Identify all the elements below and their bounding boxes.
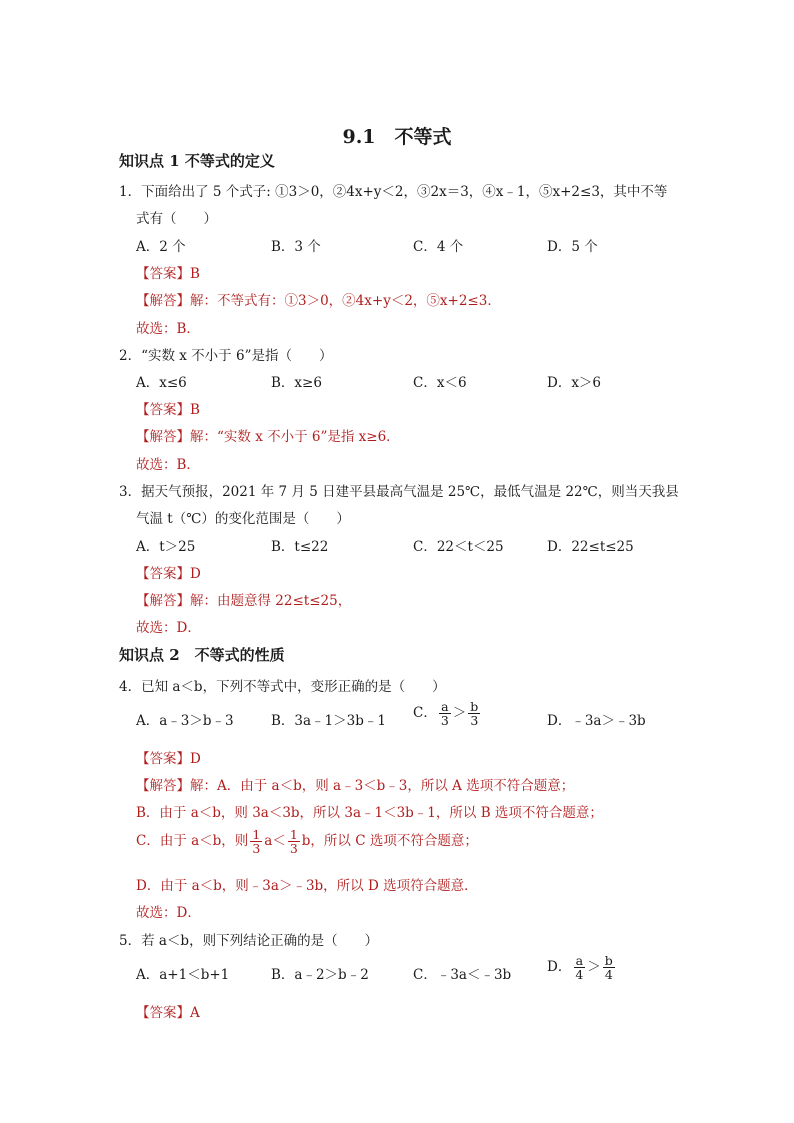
fraction-b-over-4: $\frac{b}{4}$ [604,953,613,983]
fraction-a-over-4: $\frac{a}{4}$ [575,953,584,983]
q4-answer [136,747,201,767]
q3-option-c: C．22＜t＜25 [413,539,504,555]
explain-text: 解：由题意得 22≤t≤25， [190,593,352,609]
answer-tag: 【答案】 [136,402,190,418]
q5-option-c: C．﹣3a＜﹣3b [413,967,512,983]
q1-option-d: D．5 个 [547,239,598,255]
q4-stem: 4．已知 a＜b，下列不等式中，变形正确的是（ ） [119,679,446,695]
q5-option-d [547,954,617,981]
q1-option-c: C．4 个 [413,239,464,255]
answer-tag: 【答案】 [136,1005,190,1021]
q2-explanation [136,425,400,445]
answer-value: D [190,751,201,767]
q5-stem: 5．若 a＜b，则下列结论正确的是（ ） [119,933,379,949]
q2-option-b: B．x≥6 [271,375,322,391]
answer-tag: 【答案】 [136,266,190,282]
q2-option-a: A．x≤6 [136,375,187,391]
answer-value: D [190,566,201,582]
answer-value: B [190,266,200,282]
q1-stem-line2: 式有（ ） [136,211,217,227]
fraction-a-over-3: $\frac{a}{3}$ [440,699,449,729]
q5-answer [136,1001,200,1021]
q5-option-a: A．a+1＜b+1 [136,967,230,983]
section-heading-2: 知识点 2 不等式的性质 [119,646,285,664]
q2-stem: 2．“实数 x 不小于 6”是指（ ） [119,348,333,364]
q3-conclusion: 故选：D． [136,620,201,636]
q1-stem-line1: 1．下面给出了 5 个式子: ①3＞0，②4x+y＜2，③2x＝3，④x﹣1，⑤x+2≤3，其中不等 [119,184,668,200]
q1-conclusion: 故选：B． [136,321,200,337]
fraction-1-over-3: $\frac{1}{3}$ [289,827,298,857]
q1-explanation [136,289,501,309]
explain-text: 解：“实数 x 不小于 6”是指 x≥6． [190,429,400,445]
q2-conclusion: 故选：B． [136,457,200,473]
answer-value: A [190,1005,200,1021]
q3-answer [136,562,201,582]
explain-text: 解：A．由于 a＜b，则 a﹣3＜b﹣3，所以 A 选项不符合题意； [190,778,575,794]
q3-option-b: B．t≤22 [271,539,329,555]
q2-option-d: D．x＞6 [547,375,602,391]
option-c-label: C． [413,705,437,722]
q4-explanation-a [136,774,574,794]
q3-stem-line1: 3．据天气预报，2021 年 7 月 5 日建平县最高气温是 25℃，最低气温是 22℃，则当天我县 [119,484,679,500]
q1-option-b: B．3 个 [271,239,321,255]
relation-sign: ＞ [452,705,467,722]
explain-tag: 【解答】 [136,293,190,309]
q4-option-b: B．3a﹣1＞3b﹣1 [271,713,386,729]
fraction-b-over-3: $\frac{b}{3}$ [470,699,479,729]
q4-option-d: D．﹣3a＞﹣3b [547,713,646,729]
q4-explanation-b: B．由于 a＜b，则 3a＜3b，所以 3a﹣1＜3b﹣1，所以 B 选项不符合题意； [136,805,603,821]
q3-stem-line2: 气温 t（℃）的变化范围是（ ） [136,511,350,527]
q3-explanation [136,589,351,609]
answer-value: B [190,402,200,418]
q3-option-a: A．t＞25 [136,539,196,555]
explain-tag: 【解答】 [136,778,190,794]
relation-sign: ＞ [587,959,601,976]
q4-conclusion: 故选：D． [136,905,201,921]
explain-tag: 【解答】 [136,593,190,609]
answer-tag: 【答案】 [136,751,190,767]
q4-explanation-d: D．由于 a＜b，则﹣3a＞﹣3b，所以 D 选项符合题意． [136,878,478,894]
page-title: 9.1 不等式 [342,126,452,148]
q4-option-c [413,700,482,727]
section-heading-1: 知识点 1 不等式的定义 [119,152,275,170]
answer-tag: 【答案】 [136,566,190,582]
q2-option-c: C．x＜6 [413,375,467,391]
explain-tag: 【解答】 [136,429,190,445]
fraction-1-over-3: $\frac{1}{3}$ [252,827,261,857]
q3-option-d: D．22≤t≤25 [547,539,634,555]
q5-option-b: B．a﹣2＞b﹣2 [271,967,369,983]
q2-answer [136,398,200,418]
q1-answer [136,262,200,282]
q4-explanation-c: C．由于 a＜b，则 $\frac{1}{3}$ a＜ $\frac{1}{3}$ b，所以 C 选项不符合题意； [136,827,478,857]
option-d-label: D． [547,959,572,976]
explain-text: 解：不等式有：①3＞0，②4x+y＜2，⑤x+2≤3． [190,293,501,309]
q4-option-a: A．a﹣3＞b﹣3 [136,713,234,729]
q1-option-a: A．2 个 [136,239,186,255]
